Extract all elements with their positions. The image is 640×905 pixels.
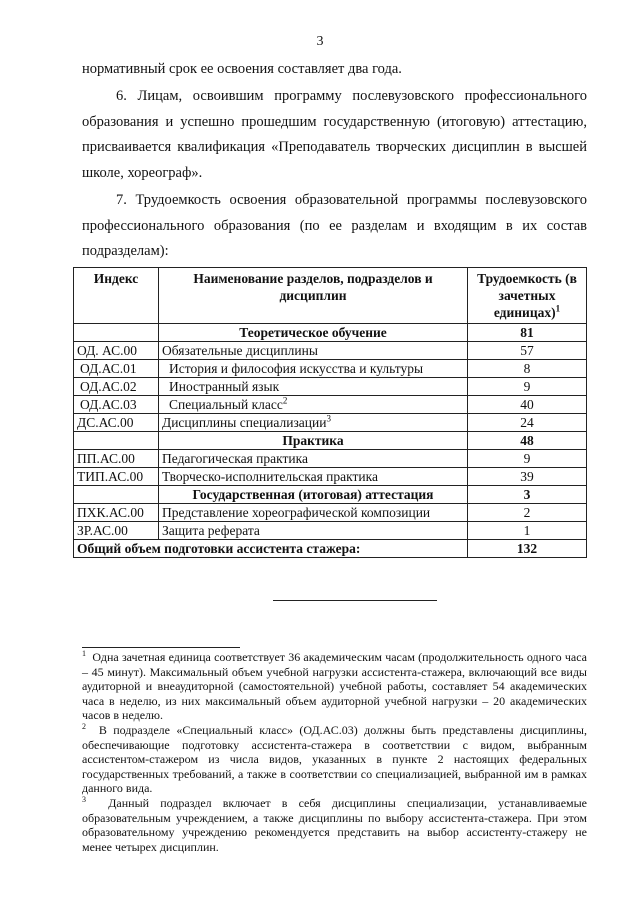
header-name: Наименование разделов, подразделов и дисциплин <box>159 268 468 324</box>
table-row <box>74 360 587 378</box>
row-name-text: Защита реферата <box>162 523 260 538</box>
row-name-text: История и философия искусства и культуры <box>169 361 424 376</box>
row-name-text: Специальный класс <box>169 397 283 412</box>
row-index: ОД.АС.02 <box>74 378 159 396</box>
row-name <box>159 378 468 396</box>
paragraph-7-text: 7. Трудоемкость освоения образовательной программы послевузовского профессионального образования (по ее разделам и входящим в их состав подразделам): <box>82 192 587 259</box>
row-index: ПХК.АС.00 <box>74 504 159 522</box>
row-value: 24 <box>468 414 587 432</box>
section-value: 3 <box>468 486 587 504</box>
table-total-row <box>74 540 587 558</box>
footnote <box>82 723 587 796</box>
row-index: ДС.АС.00 <box>74 414 159 432</box>
header-credits-text: Трудоемкость (в зачетных единицах) <box>477 271 577 320</box>
table-header-row <box>74 268 587 324</box>
section-name: Теоретическое обучение <box>159 324 468 342</box>
footnote-mark: 2 <box>82 721 86 731</box>
row-value: 9 <box>468 378 587 396</box>
row-name-text: Дисциплины специализации <box>162 415 327 430</box>
footnote-mark: 3 <box>82 794 86 804</box>
total-label: Общий объем подготовки ассистента стажера: <box>74 540 468 558</box>
section-name: Практика <box>159 432 468 450</box>
table-row <box>74 378 587 396</box>
row-value: 9 <box>468 450 587 468</box>
row-footnote-mark: 2 <box>282 395 288 406</box>
section-value: 48 <box>468 432 587 450</box>
table-row <box>74 450 587 468</box>
separator-line <box>273 600 437 601</box>
row-name <box>159 360 468 378</box>
row-name-text: Творческо-исполнительская практика <box>162 469 378 484</box>
section-value: 81 <box>468 324 587 342</box>
table-section-row <box>74 486 587 504</box>
footnotes <box>82 650 587 854</box>
footnote-rule <box>82 647 240 648</box>
row-footnote-mark: 3 <box>326 413 331 424</box>
row-index: ПП.АС.00 <box>74 450 159 468</box>
row-index: ЗР.АС.00 <box>74 522 159 540</box>
row-name-text: Представление хореографической композиции <box>162 505 431 520</box>
row-name <box>159 504 468 522</box>
row-value: 57 <box>468 342 587 360</box>
row-name <box>159 522 468 540</box>
header-index: Индекс <box>74 268 159 324</box>
header-credits-sup: 1 <box>555 303 561 314</box>
footnote <box>82 796 587 854</box>
table-row <box>74 342 587 360</box>
table-section-row <box>74 324 587 342</box>
row-index: ТИП.АС.00 <box>74 468 159 486</box>
row-name <box>159 396 468 414</box>
row-name <box>159 414 468 432</box>
credits-table <box>73 267 587 558</box>
table-body <box>74 324 587 540</box>
header-credits <box>468 268 587 324</box>
row-name <box>159 450 468 468</box>
paragraph-6 <box>82 84 587 186</box>
section-index-cell <box>74 432 159 450</box>
row-value: 40 <box>468 396 587 414</box>
page-number: 3 <box>316 34 324 49</box>
table-row <box>74 468 587 486</box>
footnote <box>82 650 587 723</box>
section-name: Государственная (итоговая) аттестация <box>159 486 468 504</box>
row-index: ОД.АС.03 <box>74 396 159 414</box>
footnote-text: Одна зачетная единица соответствует 36 академическим часам (продолжительность одного часа – 45 минут). Максимальный объем учебной нагрузки ассистента-стажера, включающий все виды аудиторной и внеаудиторной (самостоятельной) учебной работы, составляет 54 академических часа в неделю, из них максимальный объем аудиторной учебной нагрузки – 20 академических часов в неделю. <box>82 650 588 723</box>
row-name <box>159 342 468 360</box>
row-value: 2 <box>468 504 587 522</box>
row-name-text: Обязательные дисциплины <box>162 343 318 358</box>
table-row <box>74 504 587 522</box>
row-name-text: Педагогическая практика <box>162 451 308 466</box>
total-value: 132 <box>468 540 587 558</box>
table-row <box>74 414 587 432</box>
footnote-text: Данный подраздел включает в себя дисциплины специализации, устанавливаемые образовательным учреждением, а также дисциплины по выбору ассистента-стажера. При этом образовательному учреждению рекомендуется представить на выбор ассистенту-стажеру не менее четырех дисциплин. <box>82 795 587 854</box>
row-name-text: Иностранный язык <box>169 379 280 394</box>
paragraph-6-text: 6. Лицам, освоившим программу послевузовского профессионального образования и успешно прошедшим государственную (итоговую) аттестацию, присваивается квалификация «Преподаватель творческих дисциплин в высшей школе, хореограф». <box>82 88 587 181</box>
row-value: 39 <box>468 468 587 486</box>
row-index: ОД. АС.00 <box>74 342 159 360</box>
footnote-text: В подразделе «Специальный класс» (ОД.АС.03) должны быть представлены дисциплины, обеспечивающие подготовку ассистента-стажера в соответствии с видом, выбранным ассистентом-стажером из числа видов, указанных в пункте 2 настоящих федеральных государственных требований, а также в соответствии со специализацией, выбранной им в рамках данного вида. <box>82 722 587 796</box>
row-name <box>159 468 468 486</box>
row-value: 8 <box>468 360 587 378</box>
row-value: 1 <box>468 522 587 540</box>
row-index: ОД.АС.01 <box>74 360 159 378</box>
footnote-mark: 1 <box>82 649 86 658</box>
paragraph-1: нормативный срок ее освоения составляет два года. <box>82 61 402 77</box>
section-index-cell <box>74 324 159 342</box>
table-section-row <box>74 432 587 450</box>
table-row <box>74 396 587 414</box>
paragraph-7 <box>82 188 587 265</box>
table-row <box>74 522 587 540</box>
section-index-cell <box>74 486 159 504</box>
